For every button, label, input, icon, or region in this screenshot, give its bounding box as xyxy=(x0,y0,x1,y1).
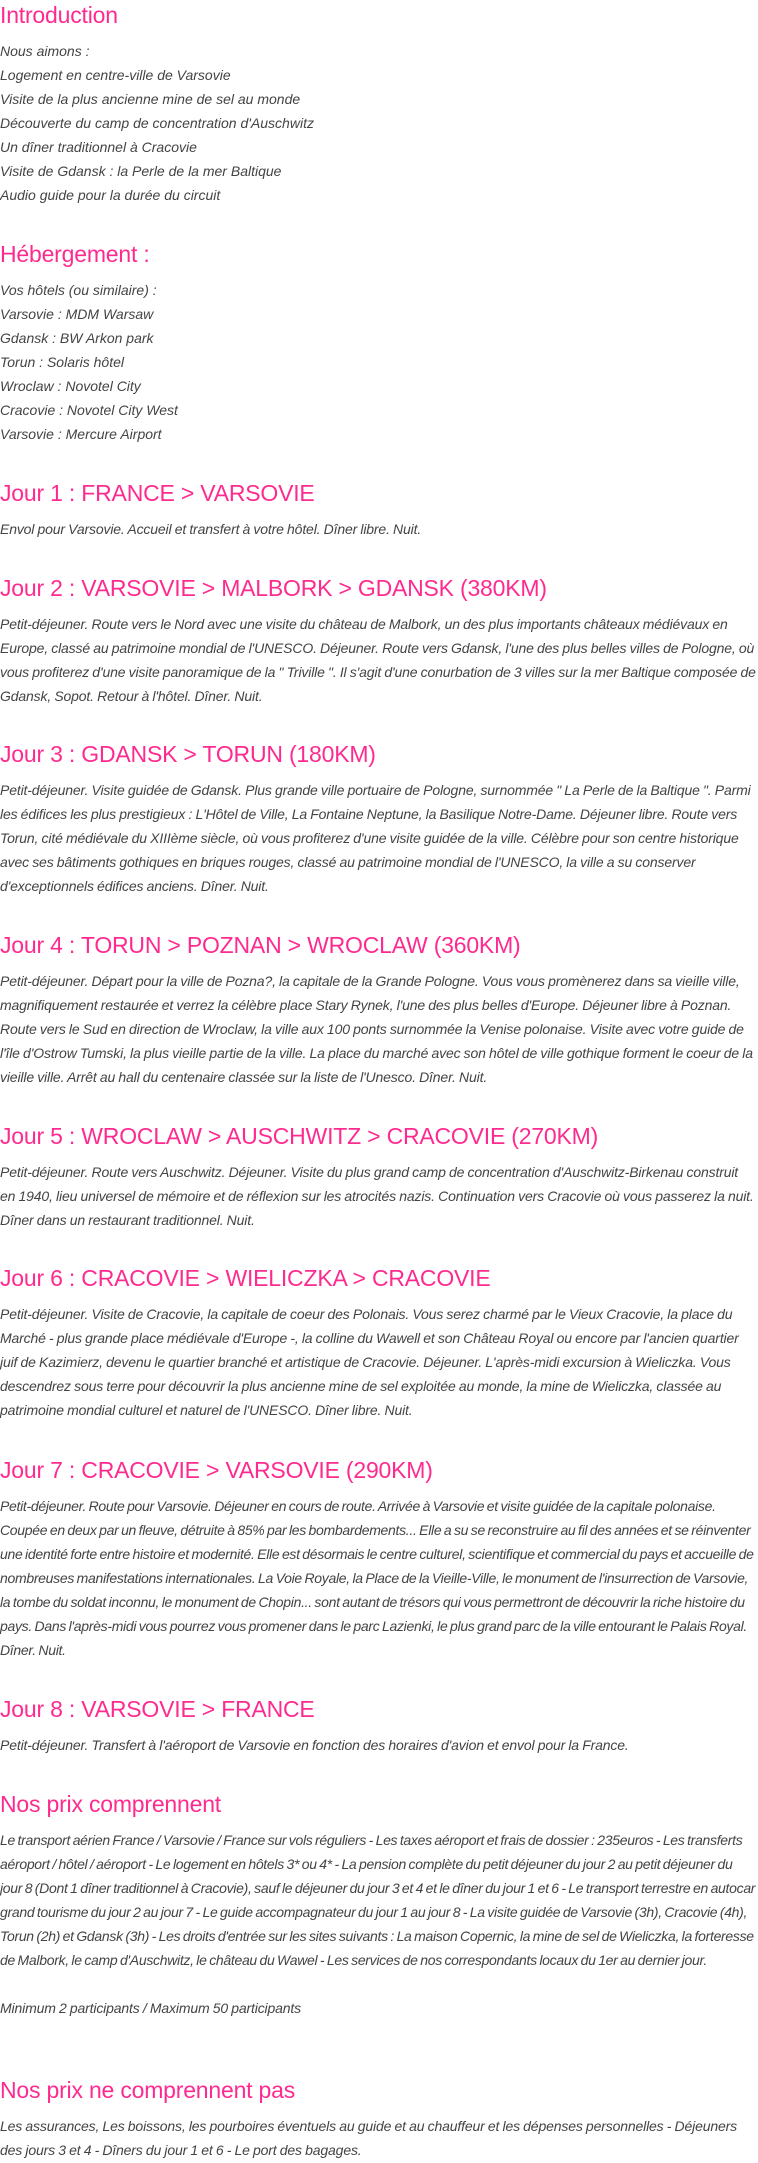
day-8-title: Jour 8 : VARSOVIE > FRANCE xyxy=(0,1696,315,1722)
hebergement-title: Hébergement : xyxy=(0,241,150,267)
hotel-line: Gdansk : BW Arkon park xyxy=(0,330,154,346)
day-7-text: Petit-déjeuner. Route pour Varsovie. Déjeuner en cours de route. Arrivée à Varsovie et visite guidée de la capitale polonaise. Coupée en deux par un fleuve, détruite à 85% par les bombardements... Elle a su se reconstruire au fil des années et se réinventer une identité forte entre histoire et modernité. Elle est désormais le centre culturel, scientifique et commercial du pays et accueille de nombreuses manifestations internationales. La Voie Royale, la Place de la Vieille-Ville, le monument de l'insurrection de Varsovie, la tombe du soldat inconnu, le monument de Chopin... sont autant de trésors qui vous permettront de découvrir la riche histoire du pays. Dans l'après-midi vous pourrez vous promener dans le parc Lazienki, le plus grand parc de la ville entourant le Palais Royal. Dîner. Nuit. xyxy=(0,1498,754,1658)
intro-line: Un dîner traditionnel à Cracovie xyxy=(0,139,197,155)
intro-line: Audio guide pour la durée du circuit xyxy=(0,187,221,203)
hotel-line: Varsovie : Mercure Airport xyxy=(0,426,162,442)
day-5-section xyxy=(0,1121,756,1232)
intro-title: Introduction xyxy=(0,2,118,28)
day-8-text: Petit-déjeuner. Transfert à l'aéroport de Varsovie en fonction des horaires d'avion et envol pour la France. xyxy=(0,1737,629,1753)
day-1-section xyxy=(0,478,756,541)
day-6-section xyxy=(0,1263,756,1422)
day-3-text: Petit-déjeuner. Visite guidée de Gdansk. Plus grande ville portuaire de Pologne, surnommée " La Perle de la Baltique ". Parmi les édifices les plus prestigieux : L'Hôtel de Ville, La Fontaine Neptune, la Basilique Notre-Dame. Déjeuner libre. Route vers Torun, cité médiévale du XIIIème siècle, où vous profiterez d'une visite guidée de la ville. Célèbre pour son centre historique avec ses bâtiments gothiques en briques rouges, classé au patrimoine mondial de l'UNESCO, la ville a su conserver d'exceptionnels édifices anciens. Dîner. Nuit. xyxy=(0,782,751,894)
day-6-text: Petit-déjeuner. Visite de Cracovie, la capitale de coeur des Polonais. Vous serez charmé par le Vieux Cracovie, la place du Marché - plus grande place médiévale d'Europe -, la colline du Wawell et son Château Royal ou encore par l'ancien quartier juif de Kazimierz, devenu le quartier branché et artistique de Cracovie. Déjeuner. L'après-midi excursion à Wieliczka. Vous descendrez sous terre pour découvrir la plus ancienne mine de sel exploitée au monde, la mine de Wieliczka, classée au patrimoine mondial culturel et naturel de l'UNESCO. Dîner libre. Nuit. xyxy=(0,1306,739,1418)
prix-ne-comprennent-pas-text: Les assurances, Les boissons, les pourboires éventuels au guide et au chauffeur et les dépenses personnelles - Déjeuners des jours 3 et 4 - Dîners du jour 1 et 6 - Le port des bagages. xyxy=(0,2118,737,2158)
day-2-section xyxy=(0,573,756,708)
prix-comprennent-title: Nos prix comprennent xyxy=(0,1791,221,1817)
hebergement-section xyxy=(0,239,756,446)
day-2-text: Petit-déjeuner. Route vers le Nord avec une visite du château de Malbork, un des plus importants châteaux médiévaux en Europe, classé au patrimoine mondial de l'UNESCO. Déjeuner. Route vers Gdansk, l'une des plus belles villes de Pologne, où vous profiterez d'une visite panoramique de la " Triville ". Il s'agit d'une conurbation de 3 villes sur la mer Baltique composée de Gdansk, Sopot. Retour à l'hôtel. Dîner. Nuit. xyxy=(0,616,756,704)
day-2-title: Jour 2 : VARSOVIE > MALBORK > GDANSK (380KM) xyxy=(0,575,547,601)
day-3-title: Jour 3 : GDANSK > TORUN (180KM) xyxy=(0,741,376,767)
day-7-title: Jour 7 : CRACOVIE > VARSOVIE (290KM) xyxy=(0,1457,433,1483)
day-4-title: Jour 4 : TORUN > POZNAN > WROCLAW (360KM) xyxy=(0,932,521,958)
prix-comprennent-text: Le transport aérien France / Varsovie / France sur vols réguliers - Les taxes aéroport et frais de dossier : 235euros - Les transferts aéroport / hôtel / aéroport - Le logement en hôtels 3* ou 4* - La pension complète du petit déjeuner du jour 2 au petit déjeuner du jour 8 (Dont 1 dîner traditionnel à Cracovie), sauf le déjeuner du jour 3 et 4 et le dîner du jour 1 et 6 - Le transport terrestre en autocar grand tourisme du jour 2 au jour 7 - Le guide accompagnateur du jour 1 au jour 8 - La visite guidée de Varsovie (3h), Cracovie (4h), Torun (2h) et Gdansk (3h) - Les droits d'entrée sur les sites suivants : La maison Copernic, la mine de sel de Wieliczka, la forteresse de Malbork, le camp d'Auschwitz, le château du Wawel - Les services de nos correspondants locaux du 1er au dernier jour. xyxy=(0,1832,756,1968)
intro-line: Découverte du camp de concentration d'Auschwitz xyxy=(0,115,314,131)
hotel-line: Varsovie : MDM Warsaw xyxy=(0,306,154,322)
participants-text: Minimum 2 participants / Maximum 50 participants xyxy=(0,2000,302,2016)
hotel-line: Cracovie : Novotel City West xyxy=(0,402,178,418)
day-1-text: Envol pour Varsovie. Accueil et transfert à votre hôtel. Dîner libre. Nuit. xyxy=(0,521,422,537)
prix-ne-comprennent-pas-title: Nos prix ne comprennent pas xyxy=(0,2077,296,2103)
day-4-text: Petit-déjeuner. Départ pour la ville de Pozna?, la capitale de la Grande Pologne. Vous vous promènerez dans sa vieille ville, magnifiquement restaurée et verrez la célèbre place Stary Rynek, l'une des plus belles d'Europe. Déjeuner libre à Poznan. Route vers le Sud en direction de Wroclaw, la ville aux 100 ponts surnommée la Venise polonaise. Visite avec votre guide de l'île d'Ostrow Tumski, la plus vieille partie de la ville. La place du marché avec son hôtel de ville gothique forment le coeur de la vieille ville. Arrêt au hall du centenaire classée sur la liste de l'Unesco. Dîner. Nuit. xyxy=(0,973,753,1085)
intro-line: Visite de la plus ancienne mine de sel au monde xyxy=(0,91,301,107)
day-5-title: Jour 5 : WROCLAW > AUSCHWITZ > CRACOVIE (270KM) xyxy=(0,1123,599,1149)
day-1-title: Jour 1 : FRANCE > VARSOVIE xyxy=(0,480,315,506)
prix-comprennent-section xyxy=(0,1789,756,2020)
intro-line: Visite de Gdansk : la Perle de la mer Baltique xyxy=(0,163,282,179)
day-3-section xyxy=(0,739,756,898)
intro-line: Logement en centre-ville de Varsovie xyxy=(0,67,231,83)
day-6-title: Jour 6 : CRACOVIE > WIELICZKA > CRACOVIE xyxy=(0,1265,491,1291)
hotel-line: Wroclaw : Novotel City xyxy=(0,378,141,394)
intro-section xyxy=(0,0,756,207)
hotel-line: Vos hôtels (ou similaire) : xyxy=(0,282,157,298)
day-4-section xyxy=(0,930,756,1089)
prix-ne-comprennent-pas-section xyxy=(0,2075,756,2162)
day-8-section xyxy=(0,1694,756,1757)
day-5-text: Petit-déjeuner. Route vers Auschwitz. Déjeuner. Visite du plus grand camp de concentration d'Auschwitz-Birkenau construit en 1940, lieu universel de mémoire et de réflexion sur les atrocités nazis. Continuation vers Cracovie où vous passerez la nuit. Dîner dans un restaurant traditionnel. Nuit. xyxy=(0,1164,754,1228)
intro-line: Nous aimons : xyxy=(0,43,90,59)
day-7-section xyxy=(0,1455,756,1662)
hotel-line: Torun : Solaris hôtel xyxy=(0,354,124,370)
